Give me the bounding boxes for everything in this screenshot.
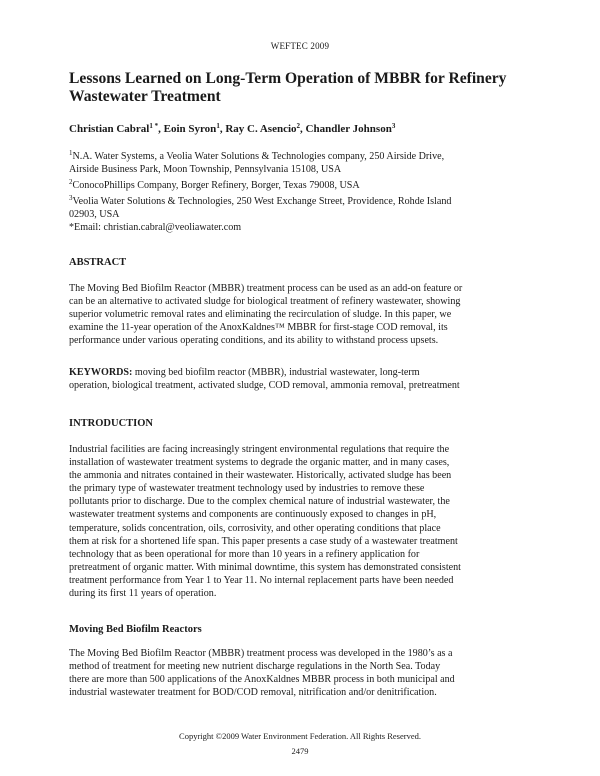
intro-line: during its first 11 years of operation. [69, 588, 217, 600]
abstract-heading: ABSTRACT [69, 257, 127, 268]
abstract-line: examine the 11-year operation of the AnoxKaldnes™ MBBR for first-stage COD removal, its [69, 322, 448, 334]
affiliation-3-cont: 02903, USA [69, 209, 120, 220]
keywords-line-2: operation, biological treatment, activated sludge, COD removal, ammonia removal, pretreatment [69, 380, 460, 392]
affiliation-2: $^2$ConocoPhillips Company, Borger Refinery, Borger, Texas 79008, USA [69, 178, 360, 191]
affiliation-1: $^1$N.A. Water Systems, a Veolia Water Solutions & Technologies company, 250 Airside Drive, [69, 149, 445, 162]
author-list: Christian Cabral$^{1 *}$, Eoin Syron$^1$, Ray C. Asencio$^2$, Chandler Johnson$^3$ [69, 122, 396, 135]
author-affil-sup: 2 [296, 122, 301, 130]
intro-line: temperature, solids concentration, oils, corrosivity, and other operating conditions that place [69, 522, 441, 534]
abstract-line: performance under various operating conditions, and its ability to withstand process upsets. [69, 335, 439, 347]
intro-line: pretreatment of organic matter. With minimal downtime, this system has demonstrated consistent [69, 561, 461, 573]
author-name: Eoin Syron [163, 123, 217, 135]
mbbr-line: The Moving Bed Biofilm Reactor (MBBR) treatment process was developed in the 1980’s as a [69, 648, 453, 659]
title-line-2: Wastewater Treatment [69, 88, 221, 105]
keywords-line-1: moving bed biofilm reactor (MBBR), industrial wastewater, long-term [132, 367, 420, 378]
intro-line: wastewater treatment systems and components are continuously exposed to changes in pH, [69, 509, 437, 521]
mbbr-line: there are more than 500 applications of the AnoxKaldnes MBBR process in both municipal and [69, 674, 455, 686]
intro-line: the ammonia and nitrates contained in their wastewater. Historically, activated sludge has been [69, 470, 452, 482]
abstract-line: The Moving Bed Biofilm Reactor (MBBR) treatment process can be used as an add-on feature or [69, 283, 463, 294]
mbbr-body [69, 647, 539, 699]
affiliations [69, 147, 539, 234]
keywords-block [69, 366, 539, 392]
affiliation-3: $^3$Veolia Water Solutions & Technologies, 250 West Exchange Street, Providence, Rohde Island [69, 194, 452, 207]
page-number: 2479 [291, 746, 309, 756]
author-name: Ray C. Asencio [225, 123, 297, 135]
intro-line: them at risk for a shortened life span. This paper presents a case study of a wastewater treatment [69, 535, 458, 547]
copyright-notice: Copyright ©2009 Water Environment Federation. All Rights Reserved. [179, 731, 421, 741]
mbbr-line: method of treatment for meeting new nutrient discharge regulations in the North Sea. Today [69, 661, 441, 673]
author-affil-sup: 3 [391, 122, 396, 130]
intro-line: pollutants prior to discharge. Due to the complex chemical nature of industrial wastewater, the [69, 496, 450, 508]
author-name: Christian Cabral [69, 123, 150, 135]
author-name: Chandler Johnson [305, 123, 392, 135]
intro-line: installation of wastewater treatment systems to degrade the organic matter, and in many cases, [69, 457, 450, 469]
title-line-1: Lessons Learned on Long-Term Operation of MBBR for Refinery [69, 70, 507, 87]
intro-line: technology that as been operational for more than 10 years in a refinery application for [69, 548, 420, 560]
running-header: WEFTEC 2009 [270, 41, 330, 51]
abstract-line: superior volumetric removal rates and eliminating the recirculation of sludge. In this paper, we [69, 309, 452, 321]
mbbr-subheading: Moving Bed Biofilm Reactors [69, 624, 202, 635]
introduction-body [69, 443, 539, 600]
paper-title [69, 70, 539, 106]
author-affil-sup: 1 * [149, 122, 159, 130]
intro-line: treatment performance from Year 1 to Year 11. No internal replacement parts have been needed [69, 574, 454, 586]
introduction-heading: INTRODUCTION [69, 418, 154, 429]
keywords-label: KEYWORDS: [69, 367, 133, 378]
abstract-body [69, 282, 539, 347]
mbbr-line: industrial wastewater treatment for BOD/COD removal, nitrification and/or denitrification. [69, 687, 437, 699]
author-affil-sup: 1 [216, 122, 220, 130]
intro-line: the primary type of wastewater treatment technology used by industries to remove these [69, 483, 425, 495]
affiliation-1-cont: Airside Business Park, Moon Township, Pennsylvania 15108, USA [69, 164, 342, 175]
contact-email: *Email: christian.cabral@veoliawater.com [69, 222, 242, 233]
intro-line: Industrial facilities are facing increasingly stringent environmental regulations that require the [69, 444, 450, 455]
abstract-line: can be an alternative to activated sludge for biological treatment of refinery wastewater, showing [69, 296, 461, 308]
